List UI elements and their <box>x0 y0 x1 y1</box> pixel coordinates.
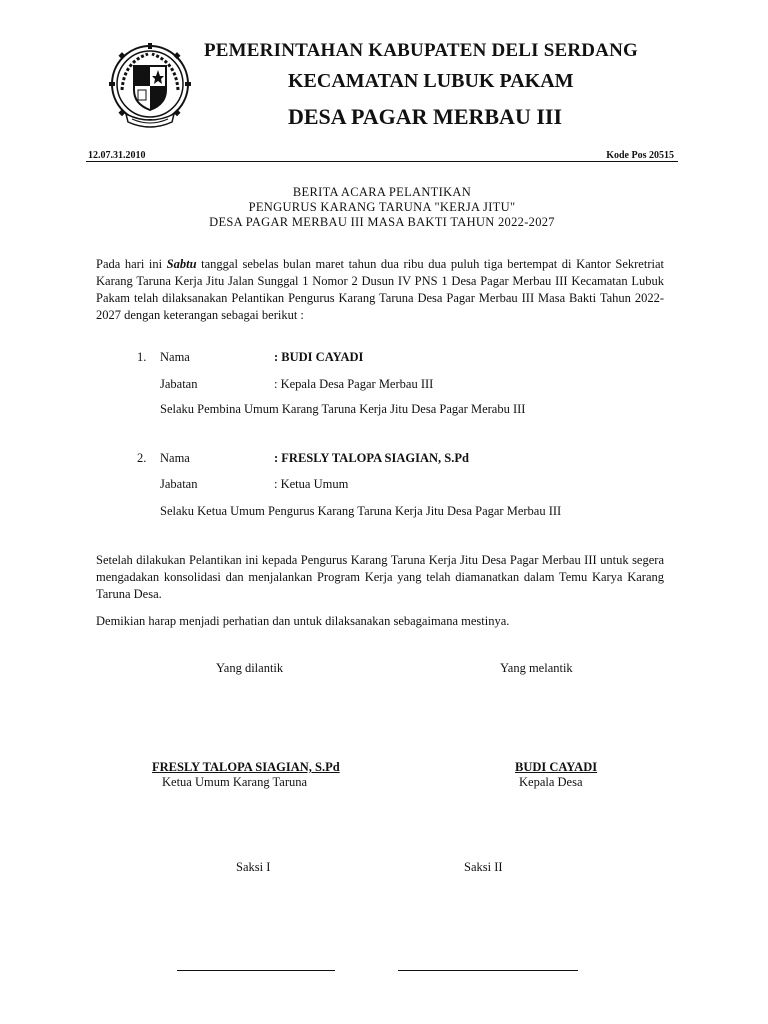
document-title-line3: DESA PAGAR MERBAU III MASA BAKTI TAHUN 2022-2027 <box>209 215 555 229</box>
intro-after: tanggal sebelas bulan maret tahun dua ribu dua puluh tiga bertempat di Kantor Sekretriat Karang Taruna Kerja Jitu Jalan Sunggal 1 Nomor 2 Dusun IV PNS 1 Desa Pagar Merbau III Kecamatan Lubuk Pakam telah dilaksanakan Pelantikan Pengurus Karang Taruna Desa Pagar Merbau III Masa Bakti Tahun 2022-2027 dengan keterangan sebagai berikut : <box>96 257 664 322</box>
letterhead-divider <box>86 161 678 162</box>
village-code: 12.07.31.2010 <box>88 150 146 161</box>
signature-right-heading: Yang melantik <box>500 661 573 675</box>
signature-left-role: Ketua Umum Karang Taruna <box>162 775 308 789</box>
letterhead-district: KECAMATAN LUBUK PAKAM <box>288 70 574 92</box>
item-nama-label: Nama <box>160 451 190 465</box>
witness-left-label: Saksi I <box>236 860 271 874</box>
item-nama-value: : FRESLY TALOPA SIAGIAN, S.Pd <box>274 451 469 465</box>
intro-day: Sabtu <box>166 257 197 271</box>
item-nama-label: Nama <box>160 350 190 364</box>
item-nama-value: : BUDI CAYADI <box>274 350 364 364</box>
signature-left-heading: Yang dilantik <box>216 661 284 675</box>
item-number: 1. <box>137 350 147 364</box>
intro-paragraph <box>96 256 664 324</box>
item-number: 2. <box>137 451 147 465</box>
intro-before: Pada hari ini <box>96 257 167 271</box>
document-title-line1: BERITA ACARA PELANTIKAN <box>292 185 472 199</box>
item-jabatan-value: : Kepala Desa Pagar Merbau III <box>274 377 434 391</box>
regency-emblem-icon <box>108 40 192 136</box>
witness-left-signature-line <box>177 970 335 971</box>
item-jabatan-value: : Ketua Umum <box>274 477 349 491</box>
postal-code: Kode Pos 20515 <box>606 150 674 161</box>
closing-paragraph: Setelah dilakukan Pelantikan ini kepada Pengurus Karang Taruna Kerja Jitu Desa Pagar Merbau III untuk segera mengadakan konsolidasi dan menjalankan Program Kerja yang telah diamanatkan dalam Temu Karya Karang Taruna Desa. <box>96 553 664 601</box>
item-jabatan-label: Jabatan <box>160 477 198 491</box>
letterhead-village: DESA PAGAR MERBAU III <box>288 104 563 129</box>
demikian-paragraph: Demikian harap menjadi perhatian dan untuk dilaksanakan sebagaimana mestinya. <box>96 614 510 628</box>
witness-right-signature-line <box>398 970 578 971</box>
witness-right-label: Saksi II <box>464 860 503 874</box>
item-selaku: Selaku Pembina Umum Karang Taruna Kerja Jitu Desa Pagar Merabu III <box>160 402 526 416</box>
signature-left-name: FRESLY TALOPA SIAGIAN, S.Pd <box>152 760 340 774</box>
signature-right-name: BUDI CAYADI <box>515 760 598 774</box>
signature-right-role: Kepala Desa <box>519 775 583 789</box>
letterhead-regency: PEMERINTAHAN KABUPATEN DELI SERDANG <box>204 40 639 61</box>
item-selaku: Selaku Ketua Umum Pengurus Karang Taruna Kerja Jitu Desa Pagar Merbau III <box>160 504 562 518</box>
item-jabatan-label: Jabatan <box>160 377 198 391</box>
document-title-line2: PENGURUS KARANG TARUNA "KERJA JITU" <box>248 200 516 214</box>
